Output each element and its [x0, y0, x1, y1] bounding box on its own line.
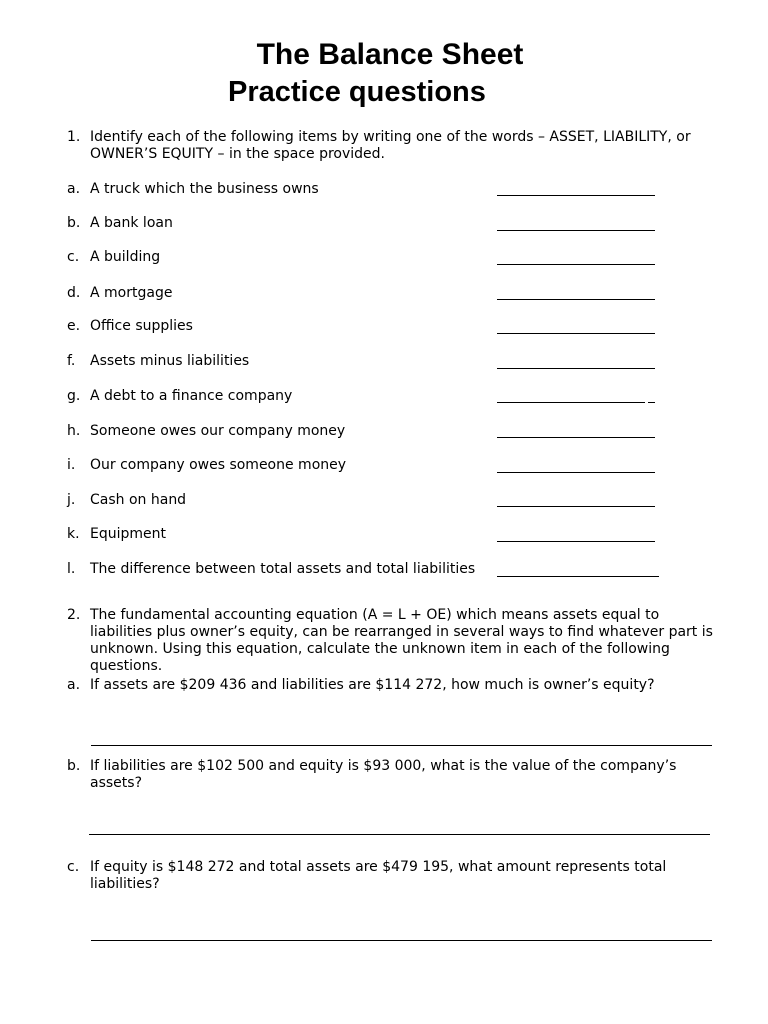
item-text: A truck which the business owns	[90, 181, 319, 197]
answer-blank[interactable]	[497, 195, 655, 196]
answer-blank[interactable]	[497, 368, 655, 369]
item-text: A bank loan	[90, 215, 173, 231]
question-number: 2.	[67, 607, 81, 623]
item-text: Someone owes our company money	[90, 423, 346, 439]
item-text: Assets minus liabilities	[90, 353, 250, 369]
answer-blank[interactable]	[497, 472, 655, 473]
item-text: The difference between total assets and total liabilities	[90, 561, 476, 577]
answer-line[interactable]	[91, 940, 712, 941]
answer-blank[interactable]	[497, 437, 655, 438]
answer-blank[interactable]	[497, 402, 645, 403]
answer-blank[interactable]	[497, 576, 659, 577]
item-letter: g.	[67, 388, 81, 404]
item-text: A mortgage	[90, 285, 173, 301]
item-letter: l.	[67, 561, 76, 577]
item-letter: h.	[67, 423, 81, 439]
answer-blank[interactable]	[497, 541, 655, 542]
item-letter: c.	[67, 249, 80, 265]
item-text: Our company owes someone money	[90, 457, 347, 473]
item-letter: d.	[67, 285, 81, 301]
answer-blank-tail	[648, 402, 655, 403]
question-prompt: The fundamental accounting equation (A = L + OE) which means assets equal to liabilities plus owner’s equity, can be rearranged in several ways to find whatever part is unknown. Using this equation, calculate the unknown item in each of the following questions.	[90, 607, 713, 674]
item-letter: k.	[67, 526, 80, 542]
item-letter: b.	[67, 758, 81, 774]
answer-blank[interactable]	[497, 333, 655, 334]
item-letter: j.	[67, 492, 76, 508]
item-text: If liabilities are $102 500 and equity is $93 000, what is the value of the company’s assets?	[90, 758, 677, 791]
item-text: Office supplies	[90, 318, 193, 334]
item-letter: f.	[67, 353, 76, 369]
page-title: The Balance Sheet	[256, 38, 524, 71]
item-text: Equipment	[90, 526, 166, 542]
item-text: If assets are $209 436 and liabilities are $114 272, how much is owner’s equity?	[90, 677, 655, 693]
answer-line[interactable]	[89, 834, 710, 835]
answer-line[interactable]	[91, 745, 712, 746]
question-number: 1.	[67, 129, 81, 145]
item-letter: a.	[67, 181, 81, 197]
question-prompt: Identify each of the following items by writing one of the words – ASSET, LIABILITY, or OWNER’S EQUITY – in the space provided.	[90, 129, 691, 162]
item-letter: i.	[67, 457, 76, 473]
item-text: A debt to a finance company	[90, 388, 293, 404]
answer-blank[interactable]	[497, 299, 655, 300]
item-letter: b.	[67, 215, 81, 231]
item-letter: e.	[67, 318, 81, 334]
item-text: Cash on hand	[90, 492, 187, 508]
answer-blank[interactable]	[497, 264, 655, 265]
item-letter: a.	[67, 677, 81, 693]
answer-blank[interactable]	[497, 506, 655, 507]
item-letter: c.	[67, 859, 80, 875]
item-text: If equity is $148 272 and total assets are $479 195, what amount represents total liabilities?	[90, 859, 667, 892]
answer-blank[interactable]	[497, 230, 655, 231]
item-text: A building	[90, 249, 161, 265]
page-subtitle: Practice questions	[228, 76, 486, 108]
